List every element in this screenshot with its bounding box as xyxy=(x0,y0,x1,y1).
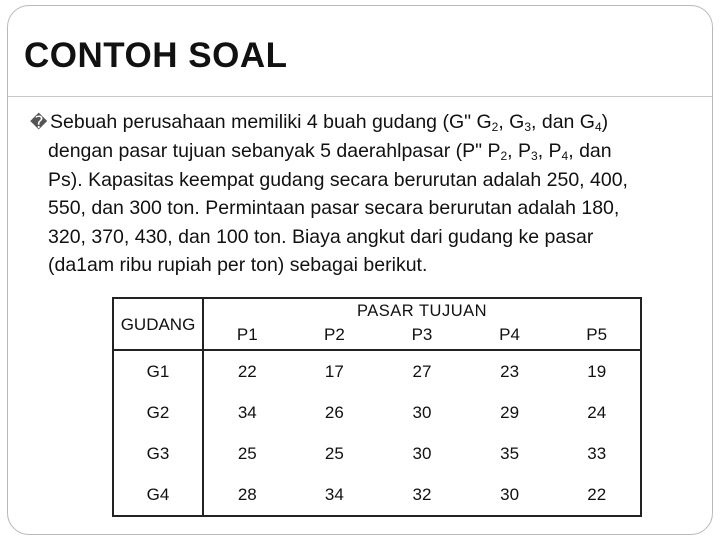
subscript: 2 xyxy=(491,120,499,134)
row-label: G2 xyxy=(113,392,203,433)
table-header-row xyxy=(113,298,641,321)
table-cell: 17 xyxy=(324,361,344,381)
table-row xyxy=(113,474,641,516)
table-cell: 22 xyxy=(553,474,641,516)
subscript: 4 xyxy=(594,120,602,134)
text-segment: , P xyxy=(507,140,532,163)
table-cell: 26 xyxy=(324,402,344,422)
table-cell: 29 xyxy=(500,402,520,422)
paragraph-line-6: (da1am ribu rupiah per ton) sebagai berikut. xyxy=(48,254,428,277)
column-header: P5 xyxy=(553,321,641,350)
title-divider xyxy=(8,96,712,97)
text-segment: ) xyxy=(601,111,609,133)
text-segment: Sebuah perusahaan memiliki 4 buah gudang (G" G xyxy=(50,111,492,133)
table-cell: 19 xyxy=(553,350,641,392)
table-cell: 35 xyxy=(500,443,520,463)
table-cell: 24 xyxy=(553,392,641,433)
table-row xyxy=(113,350,641,392)
slide-title: CONTOH SOAL xyxy=(24,36,288,75)
table-cell: 28 xyxy=(203,474,291,516)
text-segment: , dan xyxy=(568,140,612,163)
table-cell: 27 xyxy=(412,361,432,381)
subscript: 3 xyxy=(531,149,538,164)
column-header: P1 xyxy=(203,321,291,350)
table-cell: 22 xyxy=(237,361,257,381)
table-cell: 30 xyxy=(466,474,554,516)
table-cell: 30 xyxy=(412,443,432,463)
text-segment: dengan pasar tujuan sebanyak 5 daerahlpasar (P" P xyxy=(48,140,501,163)
column-header: P4 xyxy=(466,321,554,350)
column-header: P3 xyxy=(378,321,466,350)
table-cell: 25 xyxy=(324,443,344,463)
cost-table xyxy=(112,297,642,517)
subscript: 2 xyxy=(500,149,508,164)
table-cell: 33 xyxy=(553,433,641,474)
text-segment: , dan G xyxy=(531,111,595,133)
table-cell: 23 xyxy=(500,361,520,381)
table-cell: 32 xyxy=(378,474,466,516)
table-cell: 25 xyxy=(237,443,257,463)
column-header: P2 xyxy=(291,321,379,350)
paragraph-line-3: Ps). Kapasitas keempat gudang secara berurutan adalah 250, 400, xyxy=(48,168,628,191)
bullet-icon: � xyxy=(30,113,48,132)
subscript: 4 xyxy=(561,149,569,164)
row-label: G4 xyxy=(113,474,203,516)
text-segment: , G xyxy=(498,111,525,133)
header-gudang: GUDANG xyxy=(113,298,203,350)
table-row xyxy=(113,433,641,474)
table-cell: 30 xyxy=(412,402,432,422)
row-label: G1 xyxy=(113,350,203,392)
paragraph-line-5: 320, 370, 430, dan 100 ton. Biaya angkut dari gudang ke pasar xyxy=(48,225,594,248)
table-cell: 34 xyxy=(237,402,257,422)
problem-paragraph xyxy=(30,108,690,279)
text-segment: , P xyxy=(537,140,562,163)
paragraph-line-2 xyxy=(30,137,690,165)
paragraph-line-4: 550, dan 300 ton. Permintaan pasar secara berurutan adalah 180, xyxy=(48,197,620,220)
row-label: G3 xyxy=(113,433,203,474)
table-row xyxy=(113,392,641,433)
header-pasar-tujuan: PASAR TUJUAN xyxy=(203,298,641,321)
table-cell: 34 xyxy=(291,474,379,516)
paragraph-line-1 xyxy=(30,108,690,137)
subscript: 3 xyxy=(524,120,532,134)
